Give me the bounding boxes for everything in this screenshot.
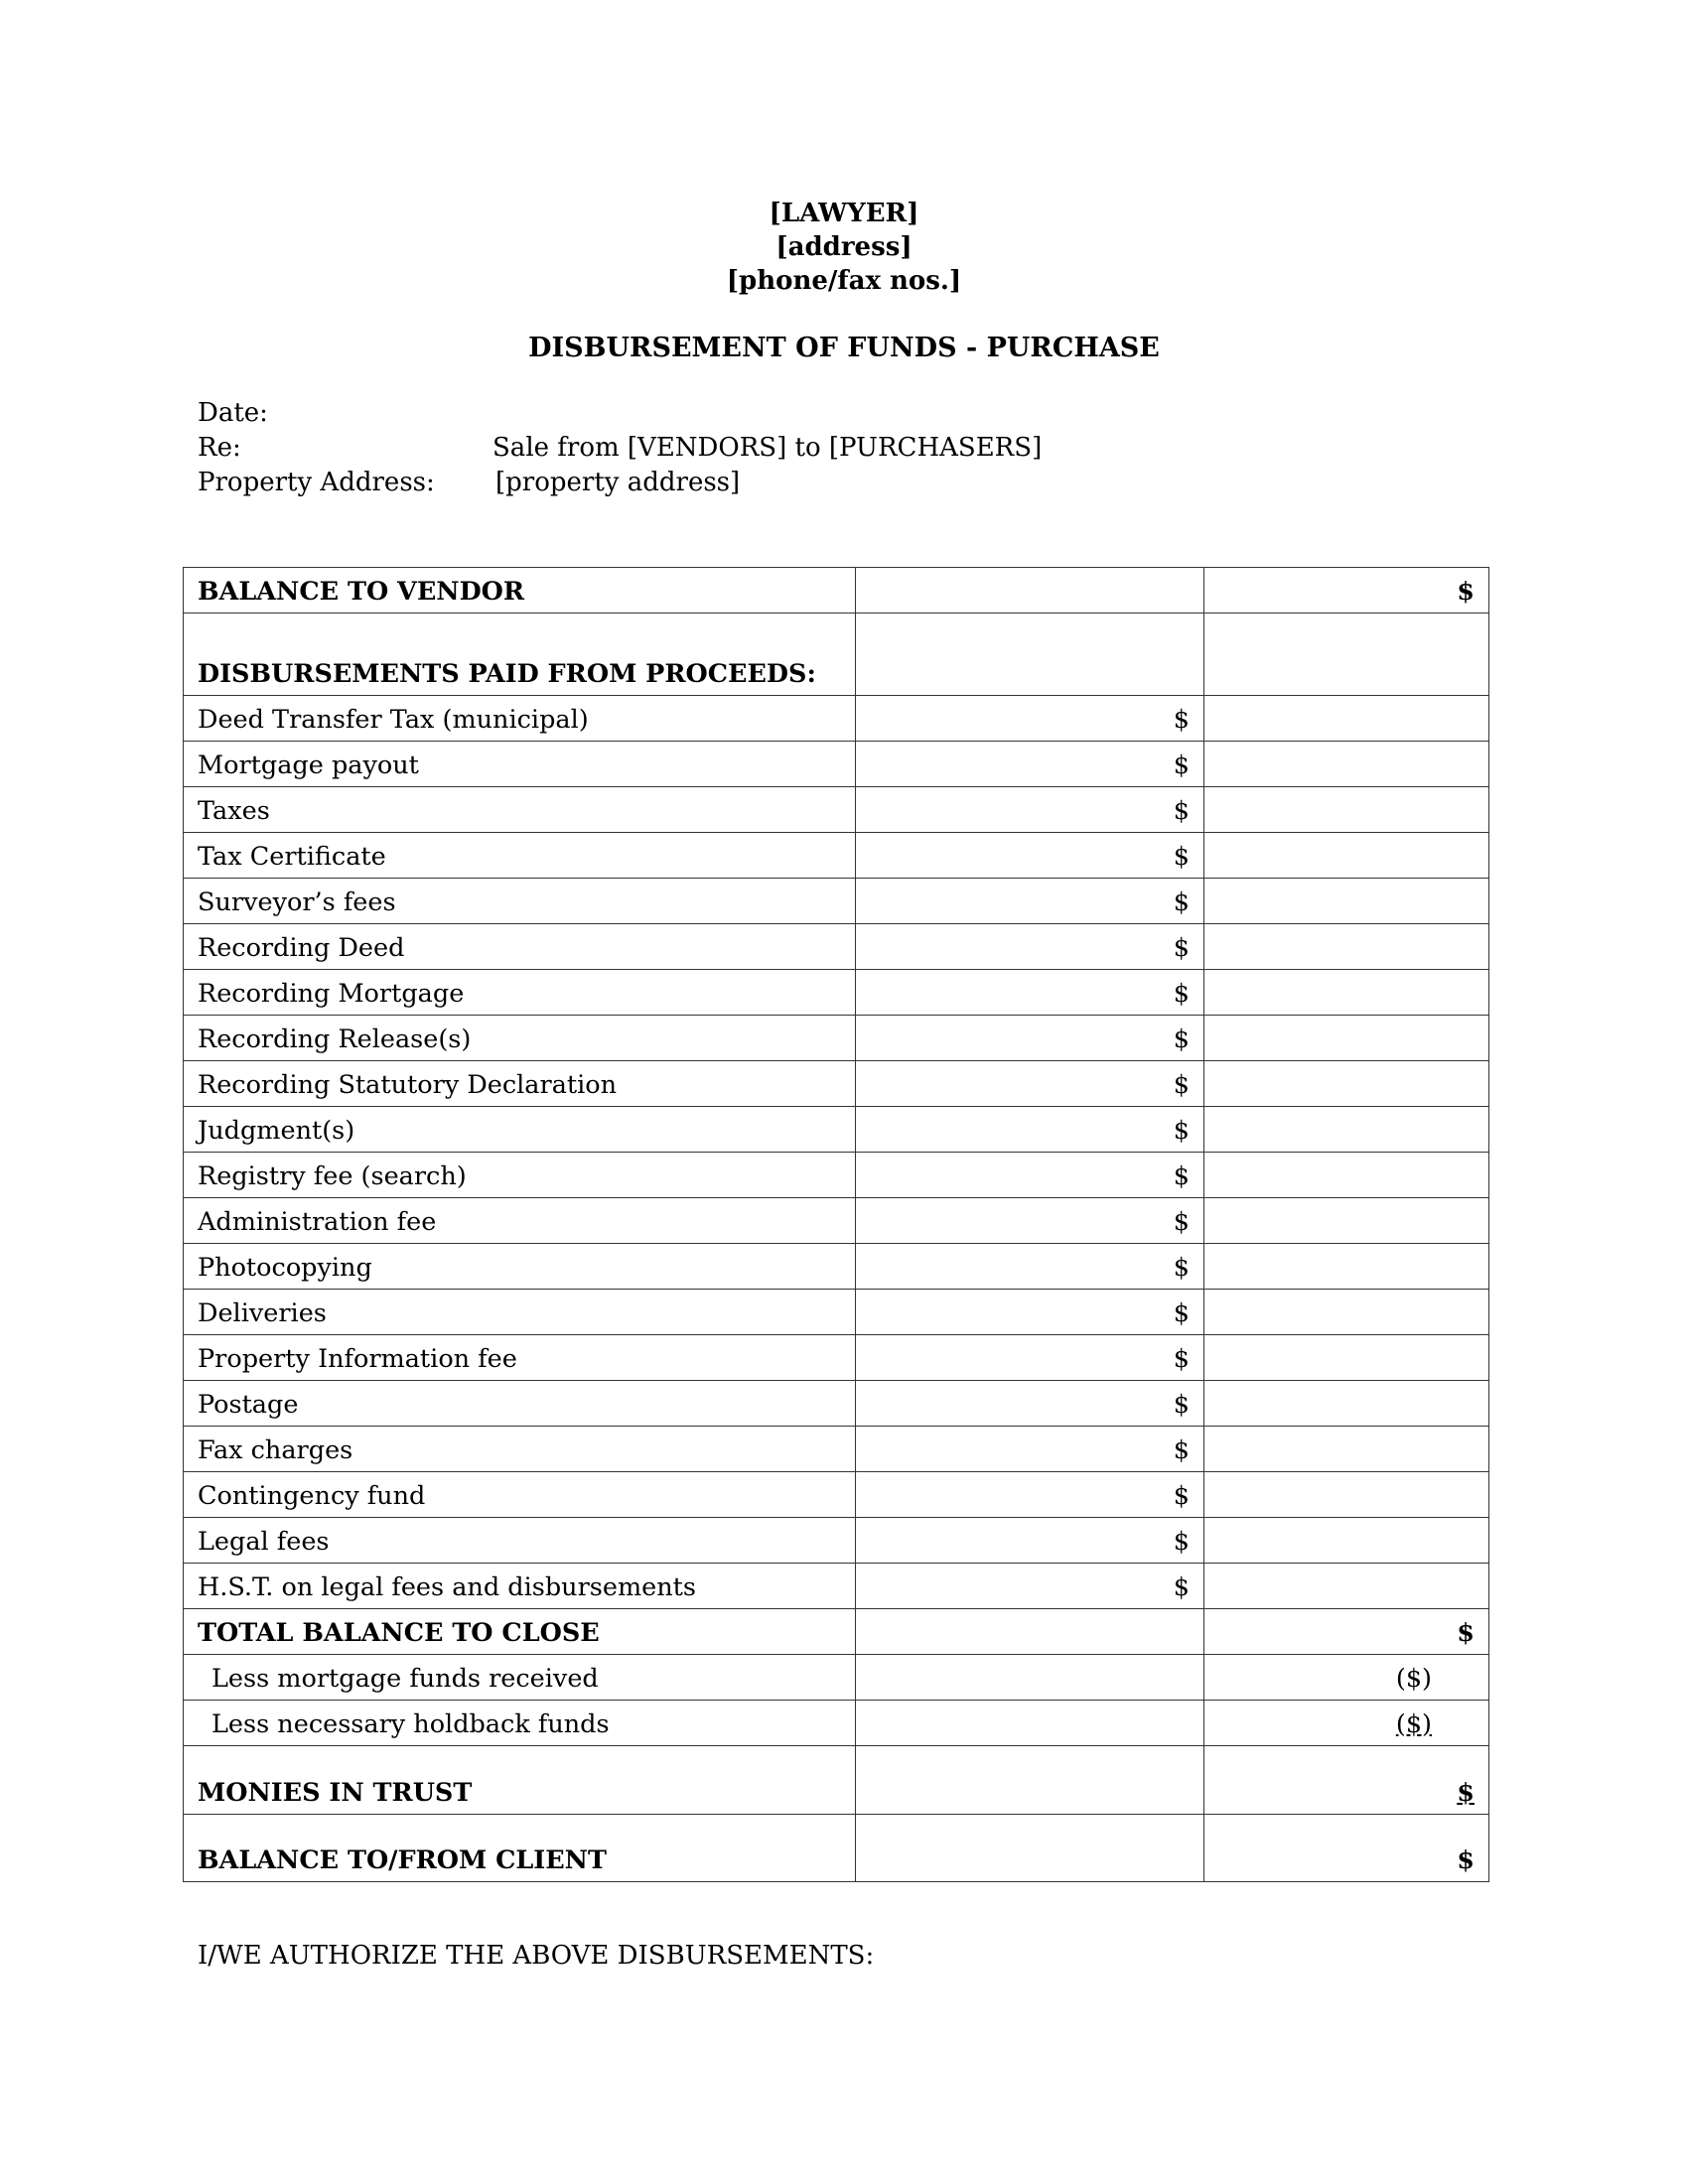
total-cell	[1204, 1701, 1489, 1746]
item-label: Recording Deed	[184, 924, 856, 970]
item-label: Property Information fee	[184, 1335, 856, 1381]
less-holdback-row	[184, 1701, 1489, 1746]
row-label: BALANCE TO VENDOR	[184, 568, 856, 614]
total-cell	[1204, 1472, 1489, 1518]
total-cell	[1204, 1427, 1489, 1472]
item-label: Surveyor’s fees	[184, 879, 856, 924]
lawyer-phone-fax: [phone/fax nos.]	[726, 266, 962, 296]
monies-in-trust-row	[184, 1746, 1489, 1815]
disbursement-item-row	[184, 1564, 1489, 1609]
total-cell	[1204, 696, 1489, 742]
amount-cell	[856, 1609, 1204, 1655]
item-amount: $	[856, 696, 1204, 742]
disbursement-item-row	[184, 1290, 1489, 1335]
lawyer-address: [address]	[775, 232, 913, 262]
disbursement-item-row	[184, 1381, 1489, 1427]
total-cell: $	[1204, 1609, 1489, 1655]
re-label: Re:	[198, 433, 241, 463]
disbursement-item-row	[184, 1107, 1489, 1153]
disbursement-item-row	[184, 1061, 1489, 1107]
disbursement-item-row	[184, 1198, 1489, 1244]
item-label: Deed Transfer Tax (municipal)	[184, 696, 856, 742]
total-cell	[1204, 879, 1489, 924]
disbursement-item-row	[184, 1016, 1489, 1061]
re-value: Sale from [VENDORS] to [PURCHASERS]	[492, 433, 1043, 463]
amount-cell	[856, 1746, 1204, 1815]
item-label: Taxes	[184, 787, 856, 833]
item-label: Deliveries	[184, 1290, 856, 1335]
less-mortgage-row	[184, 1655, 1489, 1701]
property-value: [property address]	[495, 468, 741, 497]
disbursement-item-row	[184, 1244, 1489, 1290]
property-label: Property Address:	[198, 468, 435, 497]
lawyer-name: [LAWYER]	[769, 199, 919, 228]
disbursements-heading-row	[184, 614, 1489, 696]
disbursement-item-row	[184, 1472, 1489, 1518]
item-amount: $	[856, 1244, 1204, 1290]
total-cell	[1204, 614, 1489, 696]
item-amount: $	[856, 833, 1204, 879]
item-amount: $	[856, 1061, 1204, 1107]
amount-cell	[856, 1655, 1204, 1701]
total-cell: $	[1204, 1815, 1489, 1882]
disbursement-item-row	[184, 787, 1489, 833]
total-cell	[1204, 742, 1489, 787]
disbursement-item-row	[184, 696, 1489, 742]
disbursement-item-row	[184, 742, 1489, 787]
item-amount: $	[856, 1518, 1204, 1564]
item-amount: $	[856, 1016, 1204, 1061]
disbursement-item-row	[184, 879, 1489, 924]
total-cell	[1204, 1335, 1489, 1381]
item-amount: $	[856, 924, 1204, 970]
property-row	[198, 468, 1290, 502]
document-meta	[198, 398, 1290, 502]
amount-cell	[856, 1815, 1204, 1882]
item-amount: $	[856, 1290, 1204, 1335]
amount-cell	[856, 1701, 1204, 1746]
total-value: $	[1457, 1778, 1475, 1808]
item-label: Recording Statutory Declaration	[184, 1061, 856, 1107]
date-label: Date:	[198, 398, 268, 428]
item-label: Administration fee	[184, 1198, 856, 1244]
disbursement-item-row	[184, 1153, 1489, 1198]
item-amount: $	[856, 1381, 1204, 1427]
item-amount: $	[856, 1427, 1204, 1472]
total-cell	[1204, 1016, 1489, 1061]
total-value: ($)	[1395, 1709, 1432, 1739]
re-row	[198, 433, 1290, 468]
amount-cell	[856, 568, 1204, 614]
disbursement-item-row	[184, 833, 1489, 879]
section-heading: DISBURSEMENTS PAID FROM PROCEEDS:	[184, 614, 856, 696]
disbursement-item-row	[184, 1335, 1489, 1381]
item-amount: $	[856, 970, 1204, 1016]
total-balance-row	[184, 1609, 1489, 1655]
item-label: Contingency fund	[184, 1472, 856, 1518]
total-cell	[1204, 1381, 1489, 1427]
total-cell	[1204, 1290, 1489, 1335]
item-label: H.S.T. on legal fees and disbursements	[184, 1564, 856, 1609]
disbursement-item-row	[184, 924, 1489, 970]
item-label: Recording Release(s)	[184, 1016, 856, 1061]
disbursement-item-row	[184, 1518, 1489, 1564]
letterhead	[0, 197, 1688, 298]
item-label: Recording Mortgage	[184, 970, 856, 1016]
row-label: TOTAL BALANCE TO CLOSE	[184, 1609, 856, 1655]
disbursement-item-row	[184, 970, 1489, 1016]
row-label: BALANCE TO/FROM CLIENT	[184, 1815, 856, 1882]
item-label: Postage	[184, 1381, 856, 1427]
balance-client-row	[184, 1815, 1489, 1882]
total-cell	[1204, 833, 1489, 879]
total-cell: ($)	[1204, 1655, 1489, 1701]
total-cell: $	[1204, 568, 1489, 614]
item-label: Photocopying	[184, 1244, 856, 1290]
total-cell	[1204, 1746, 1489, 1815]
total-cell	[1204, 1564, 1489, 1609]
amount-cell	[856, 614, 1204, 696]
item-amount: $	[856, 787, 1204, 833]
item-label: Mortgage payout	[184, 742, 856, 787]
disbursement-table	[183, 567, 1489, 1882]
total-cell	[1204, 1107, 1489, 1153]
total-cell	[1204, 1198, 1489, 1244]
total-cell	[1204, 787, 1489, 833]
total-cell	[1204, 970, 1489, 1016]
total-cell	[1204, 924, 1489, 970]
item-amount: $	[856, 879, 1204, 924]
item-label: Tax Certificate	[184, 833, 856, 879]
row-label: Less necessary holdback funds	[184, 1701, 856, 1746]
item-amount: $	[856, 1107, 1204, 1153]
item-amount: $	[856, 1198, 1204, 1244]
item-amount: $	[856, 742, 1204, 787]
disbursement-item-row	[184, 1427, 1489, 1472]
total-cell	[1204, 1518, 1489, 1564]
total-cell	[1204, 1244, 1489, 1290]
item-amount: $	[856, 1153, 1204, 1198]
item-amount: $	[856, 1564, 1204, 1609]
item-label: Registry fee (search)	[184, 1153, 856, 1198]
item-amount: $	[856, 1472, 1204, 1518]
balance-to-vendor-row	[184, 568, 1489, 614]
item-amount: $	[856, 1335, 1204, 1381]
date-row	[198, 398, 1290, 433]
row-label: Less mortgage funds received	[184, 1655, 856, 1701]
item-label: Fax charges	[184, 1427, 856, 1472]
document-title: DISBURSEMENT OF FUNDS - PURCHASE	[528, 333, 1160, 363]
authorization-statement: I/WE AUTHORIZE THE ABOVE DISBURSEMENTS:	[198, 1941, 875, 1971]
total-cell	[1204, 1153, 1489, 1198]
total-cell	[1204, 1061, 1489, 1107]
row-label: MONIES IN TRUST	[184, 1746, 856, 1815]
item-label: Judgment(s)	[184, 1107, 856, 1153]
item-label: Legal fees	[184, 1518, 856, 1564]
